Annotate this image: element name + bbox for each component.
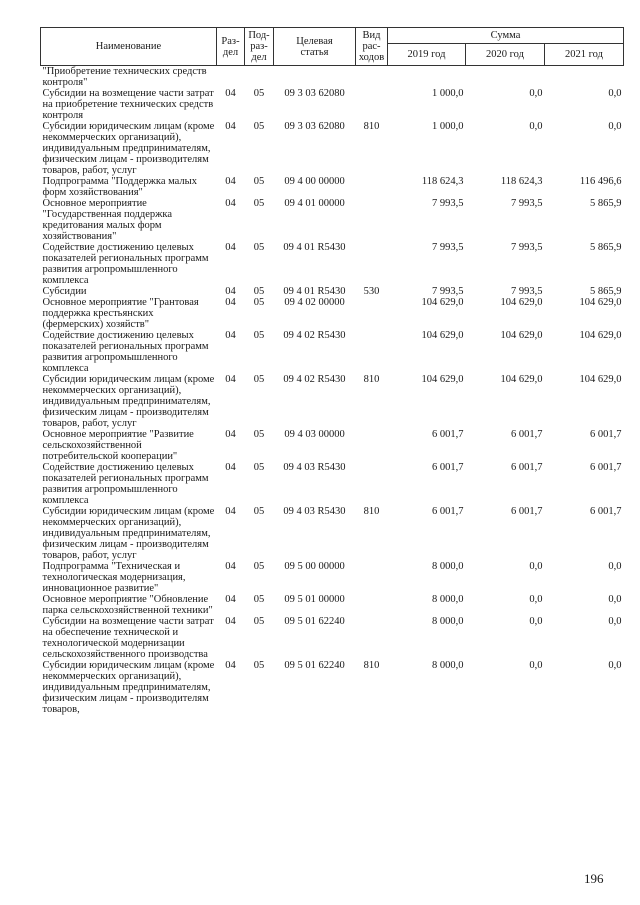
row-sum-2021: 104 629,0 [579,297,622,308]
row-target-code: 09 5 00 00000 [284,561,345,572]
row-target-code: 09 4 02 R5430 [283,330,346,341]
row-podrazdel: 05 [253,330,265,341]
row-name: Субсидии на возмещение части затрат на обеспечение технической и технологической модернизации сельскохозяйственного производства [42,616,214,660]
row-sum-2021: 0,0 [608,88,622,99]
table-row [41,121,624,176]
row-podrazdel: 05 [253,594,265,605]
row-razdel: 04 [225,297,236,308]
row-razdel: 04 [225,88,236,99]
row-podrazdel: 05 [253,561,265,572]
row-sum-2019: 1 000,0 [432,88,464,99]
row-target-code: 09 4 03 00000 [284,429,345,440]
row-sum-2021: 104 629,0 [579,330,622,341]
row-sum-2019: 7 993,5 [432,286,464,297]
row-sum-2020: 0,0 [529,561,543,572]
row-target-code: 09 4 01 R5430 [283,286,346,297]
table-row [41,506,624,561]
col-podrazdel-header: Под- раз- дел [245,28,274,66]
row-sum-2020: 104 629,0 [500,297,543,308]
row-target-code: 09 3 03 62080 [284,121,345,132]
row-razdel: 04 [225,561,236,572]
col-sum-header: Сумма [388,28,624,44]
row-sum-2019: 8 000,0 [432,561,464,572]
row-sum-2020 [466,66,545,89]
row-sum-2021: 104 629,0 [579,374,622,385]
row-expense-type [356,462,388,506]
row-name: Субсидии юридическим лицам (кроме некоммерческих организаций), индивидуальным предпринимателям, физическим лицам - производителям товаров, [42,660,215,715]
row-sum-2020: 7 993,5 [511,198,543,209]
row-target-code: 09 4 03 R5430 [283,506,346,517]
table-row [41,88,624,121]
row-podrazdel: 05 [253,198,265,209]
row-podrazdel: 05 [253,616,265,627]
row-sum-2021: 0,0 [608,616,622,627]
row-podrazdel: 05 [253,506,265,517]
row-sum-2020: 0,0 [529,616,543,627]
row-podrazdel: 05 [253,297,265,308]
row-target-code: 09 5 01 62240 [284,616,345,627]
row-sum-2019: 104 629,0 [421,374,464,385]
row-name: Содействие достижению целевых показателей региональных программ развития агропромышленного комплекса [42,242,209,286]
row-target-code [274,66,356,89]
row-expense-type [356,88,388,121]
table-row [41,66,624,89]
row-podrazdel: 05 [253,429,265,440]
row-sum-2021: 116 496,6 [579,176,622,187]
page-number: 196 [584,871,604,886]
row-target-code: 09 5 01 00000 [284,594,345,605]
row-expense-type: 810 [363,660,380,671]
row-podrazdel: 05 [253,88,265,99]
table-row [41,198,624,242]
table-row [41,594,624,616]
row-razdel: 04 [225,286,236,297]
row-sum-2020: 118 624,3 [500,176,543,187]
row-expense-type [356,297,388,330]
row-sum-2020: 6 001,7 [511,462,543,473]
row-sum-2019: 6 001,7 [432,429,464,440]
row-sum-2019: 118 624,3 [421,176,464,187]
row-name: Подпрограмма "Поддержка малых форм хозяйствования" [42,176,197,198]
row-sum-2019: 1 000,0 [432,121,464,132]
table-row [41,374,624,429]
row-podrazdel [245,66,274,89]
row-podrazdel: 05 [253,374,265,385]
row-name: Субсидии [42,286,87,297]
table-row [41,330,624,374]
col-vid-header: Вид рас- ходов [356,28,388,66]
row-name: Субсидии на возмещение части затрат на приобретение технических средств контроля [42,88,214,121]
row-sum-2019: 7 993,5 [432,198,464,209]
row-name: Основное мероприятие "Государственная поддержка кредитования малых форм хозяйствования" [42,198,172,242]
row-sum-2020: 0,0 [529,660,543,671]
row-sum-2019: 8 000,0 [432,616,464,627]
row-expense-type: 810 [363,374,380,385]
row-sum-2021 [545,66,624,89]
col-year-header: 2019 год [388,44,466,66]
row-expense-type [356,616,388,660]
table-row [41,616,624,660]
row-sum-2021: 5 865,9 [590,198,622,209]
row-expense-type [356,594,388,616]
row-podrazdel: 05 [253,286,265,297]
row-sum-2021: 6 001,7 [590,506,622,517]
col-razdel-header: Раз- дел [217,28,245,66]
row-name: Подпрограмма "Техническая и технологическая модернизация, инновационное развитие" [42,561,186,594]
row-name: Содействие достижению целевых показателей региональных программ развития агропромышленного комплекса [42,462,209,506]
row-expense-type [356,66,388,89]
row-sum-2021: 0,0 [608,121,622,132]
row-razdel: 04 [225,176,236,187]
row-target-code: 09 4 01 R5430 [283,242,346,253]
row-sum-2019: 7 993,5 [432,242,464,253]
table-row [41,242,624,286]
row-expense-type [356,561,388,594]
row-expense-type: 810 [363,121,380,132]
row-razdel: 04 [225,429,236,440]
col-name-header: Наименование [41,28,217,66]
row-sum-2021: 0,0 [608,561,622,572]
row-sum-2019: 6 001,7 [432,462,464,473]
table-row [41,429,624,462]
row-sum-2020: 0,0 [529,594,543,605]
col-year-header: 2020 год [466,44,545,66]
row-name: Субсидии юридическим лицам (кроме некоммерческих организаций), индивидуальным предпринимателям, физическим лицам - производителям товаров, работ, услуг [42,374,215,429]
row-expense-type [356,176,388,198]
row-sum-2021: 6 001,7 [590,429,622,440]
row-razdel: 04 [225,660,236,671]
row-name: Содействие достижению целевых показателей региональных программ развития агропромышленного комплекса [42,330,209,374]
row-name: Субсидии юридическим лицам (кроме некоммерческих организаций), индивидуальным предпринимателям, физическим лицам - производителям товаров, работ, услуг [42,121,215,176]
row-sum-2019: 8 000,0 [432,594,464,605]
row-sum-2020: 104 629,0 [500,330,543,341]
row-target-code: 09 4 01 00000 [284,198,345,209]
row-sum-2019 [388,66,466,89]
row-razdel: 04 [225,462,236,473]
row-expense-type [356,330,388,374]
row-razdel: 04 [225,374,236,385]
row-target-code: 09 4 03 R5430 [283,462,346,473]
row-expense-type: 810 [363,506,380,517]
row-sum-2020: 0,0 [529,88,543,99]
row-expense-type [356,242,388,286]
row-razdel: 04 [225,616,236,627]
row-razdel [217,66,245,89]
row-target-code: 09 4 00 00000 [284,176,345,187]
col-target-header: Целевая статья [274,28,356,66]
row-sum-2019: 6 001,7 [432,506,464,517]
row-razdel: 04 [225,242,236,253]
row-razdel: 04 [225,330,236,341]
row-sum-2020: 7 993,5 [511,242,543,253]
row-name: Субсидии юридическим лицам (кроме некоммерческих организаций), индивидуальным предпринимателям, физическим лицам - производителям товаров, работ, услуг [42,506,215,561]
row-sum-2019: 104 629,0 [421,330,464,341]
row-name: Основное мероприятие "Грантовая поддержка крестьянских (фермерских) хозяйств" [42,297,199,330]
table-header [41,28,624,66]
row-sum-2020: 104 629,0 [500,374,543,385]
row-sum-2020: 7 993,5 [511,286,543,297]
row-podrazdel: 05 [253,660,265,671]
row-sum-2021: 0,0 [608,660,622,671]
row-target-code: 09 4 02 R5430 [283,374,346,385]
row-sum-2021: 5 865,9 [590,242,622,253]
row-expense-type [356,429,388,462]
row-target-code: 09 5 01 62240 [284,660,345,671]
row-name: "Приобретение технических средств контроля" [42,66,207,88]
row-expense-type: 530 [363,286,380,297]
col-year-header: 2021 год [545,44,624,66]
row-name: Основное мероприятие "Обновление парка сельскохозяйственной техники" [42,594,213,616]
row-sum-2020: 6 001,7 [511,429,543,440]
row-expense-type [356,198,388,242]
row-razdel: 04 [225,506,236,517]
table-body [41,66,624,716]
row-podrazdel: 05 [253,176,265,187]
table-row [41,561,624,594]
row-razdel: 04 [225,594,236,605]
row-sum-2021: 0,0 [608,594,622,605]
row-sum-2020: 0,0 [529,121,543,132]
row-target-code: 09 3 03 62080 [284,88,345,99]
row-podrazdel: 05 [253,121,265,132]
row-razdel: 04 [225,198,236,209]
budget-table [40,27,624,715]
row-podrazdel: 05 [253,242,265,253]
row-sum-2019: 8 000,0 [432,660,464,671]
table-row [41,176,624,198]
table-row [41,297,624,330]
row-sum-2021: 5 865,9 [590,286,622,297]
row-sum-2021: 6 001,7 [590,462,622,473]
table-row [41,660,624,715]
row-name: Основное мероприятие "Развитие сельскохозяйственной потребительской кооперации" [42,429,194,462]
table-row [41,462,624,506]
row-sum-2020: 6 001,7 [511,506,543,517]
row-target-code: 09 4 02 00000 [284,297,345,308]
row-podrazdel: 05 [253,462,265,473]
row-razdel: 04 [225,121,236,132]
row-sum-2019: 104 629,0 [421,297,464,308]
table-row [41,286,624,297]
